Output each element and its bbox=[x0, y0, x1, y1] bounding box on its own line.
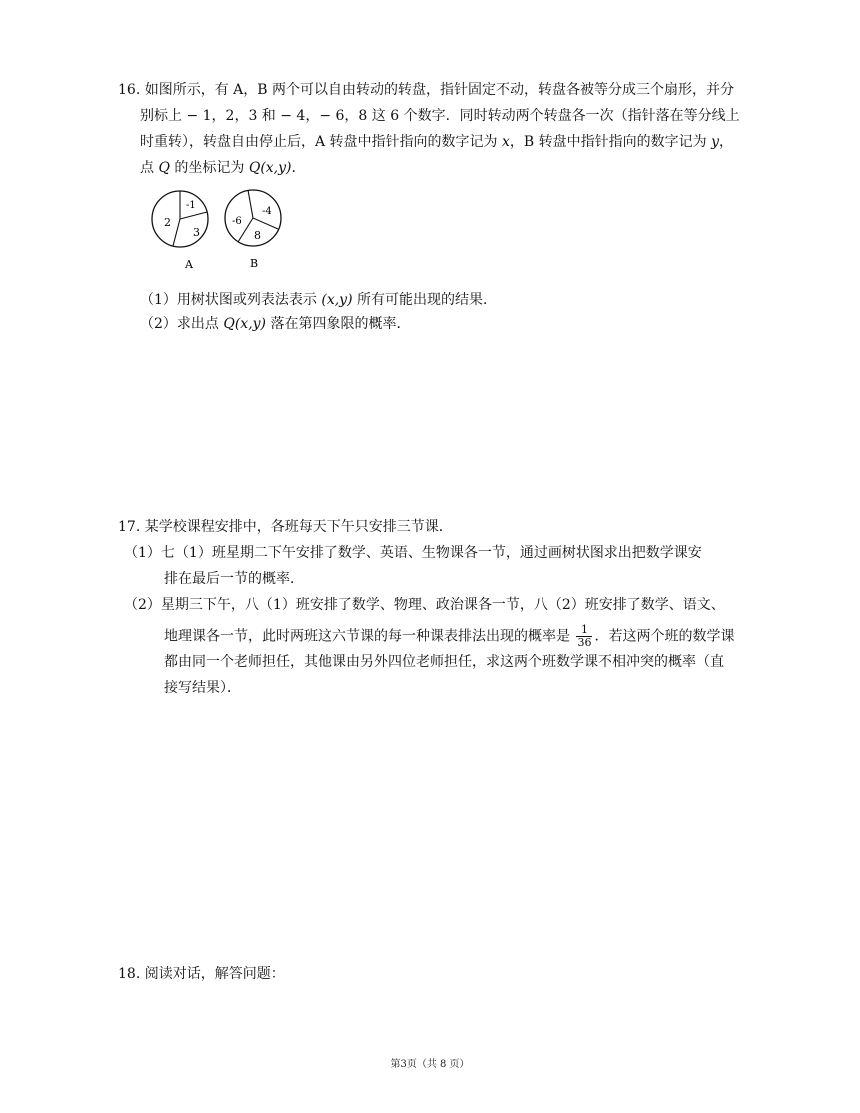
spinner-b-number-2: -6 bbox=[232, 216, 242, 227]
spinner-a-number-2: 2 bbox=[164, 216, 171, 229]
spinner-a-number-1: -1 bbox=[186, 200, 196, 211]
page-footer: 第3页（共 8 页） bbox=[390, 1059, 470, 1070]
q16-line-2: 别标上 − 1，2，3 和 − 4，− 6，8 这 6 个数字．同时转动两个转盘各一次（指针落在等分线上 bbox=[140, 108, 740, 124]
fraction-probability: $\frac{1}{36}$ bbox=[577, 623, 592, 649]
q16-line-1: 16. 如图所示，有 A，B 两个可以自由转动的转盘，指针固定不动，转盘各被等分成三个扇形，并分 bbox=[118, 82, 735, 98]
spinner-b-label: B bbox=[250, 257, 259, 270]
coord-q-xy-2: Q(x,y) bbox=[223, 316, 267, 332]
q16-part-1: （1）用树状图或列表法表示 (x,y) 所有可能出现的结果． bbox=[140, 292, 497, 308]
coord-xy: (x,y) bbox=[321, 292, 353, 308]
spinner-a-label: A bbox=[185, 258, 193, 271]
q17-part-2-line-1: （2）星期三下午，八（1）班安排了数学、物理、政治课各一节，八（2）班安排了数学、语文、 bbox=[124, 597, 725, 613]
q17-part-2-line-4: 接写结果）． bbox=[164, 680, 241, 696]
var-q: Q bbox=[158, 160, 170, 176]
spinner-b-number-3: 8 bbox=[254, 229, 261, 242]
q16-line-4: 点 Q 的坐标记为 Q(x,y)． bbox=[140, 160, 306, 176]
q16-line-3: 时重转），转盘自由停止后，A 转盘中指针指向的数字记为 x，B 转盘中指针指向的数字记为 y， bbox=[140, 134, 734, 150]
var-y: y bbox=[711, 134, 720, 150]
spinner-b bbox=[225, 190, 281, 270]
q16-part-2: （2）求出点 Q(x,y) 落在第四象限的概率． bbox=[140, 316, 411, 332]
q17-part-1-line-1: （1）七（1）班星期二下午安排了数学、英语、生物课各一节，通过画树状图求出把数学课安 bbox=[124, 545, 702, 561]
var-x: x bbox=[502, 134, 510, 150]
spinner-figure bbox=[148, 188, 298, 274]
spinner-b-number-1: -4 bbox=[262, 206, 272, 217]
q18-line-1: 18. 阅读对话，解答问题： bbox=[118, 966, 285, 982]
coord-q-xy: Q(x,y) bbox=[248, 160, 292, 176]
q17-part-1-line-2: 排在最后一节的概率． bbox=[164, 571, 304, 587]
q17-line-1: 17. 某学校课程安排中，各班每天下午只安排三节课． bbox=[118, 519, 453, 535]
q17-part-2-line-3: 都由同一个老师担任，其他课由另外四位老师担任，求这两个班数学课不相冲突的概率（直 bbox=[164, 654, 724, 670]
q17-part-2-line-2: 地理课各一节，此时两班这六节课的每一种课表排法出现的概率是 $\frac{1}{36}$ ．若这两个班的数学课 bbox=[164, 623, 735, 649]
spinner-a bbox=[152, 191, 208, 271]
spinner-a-number-3: 3 bbox=[193, 226, 200, 239]
